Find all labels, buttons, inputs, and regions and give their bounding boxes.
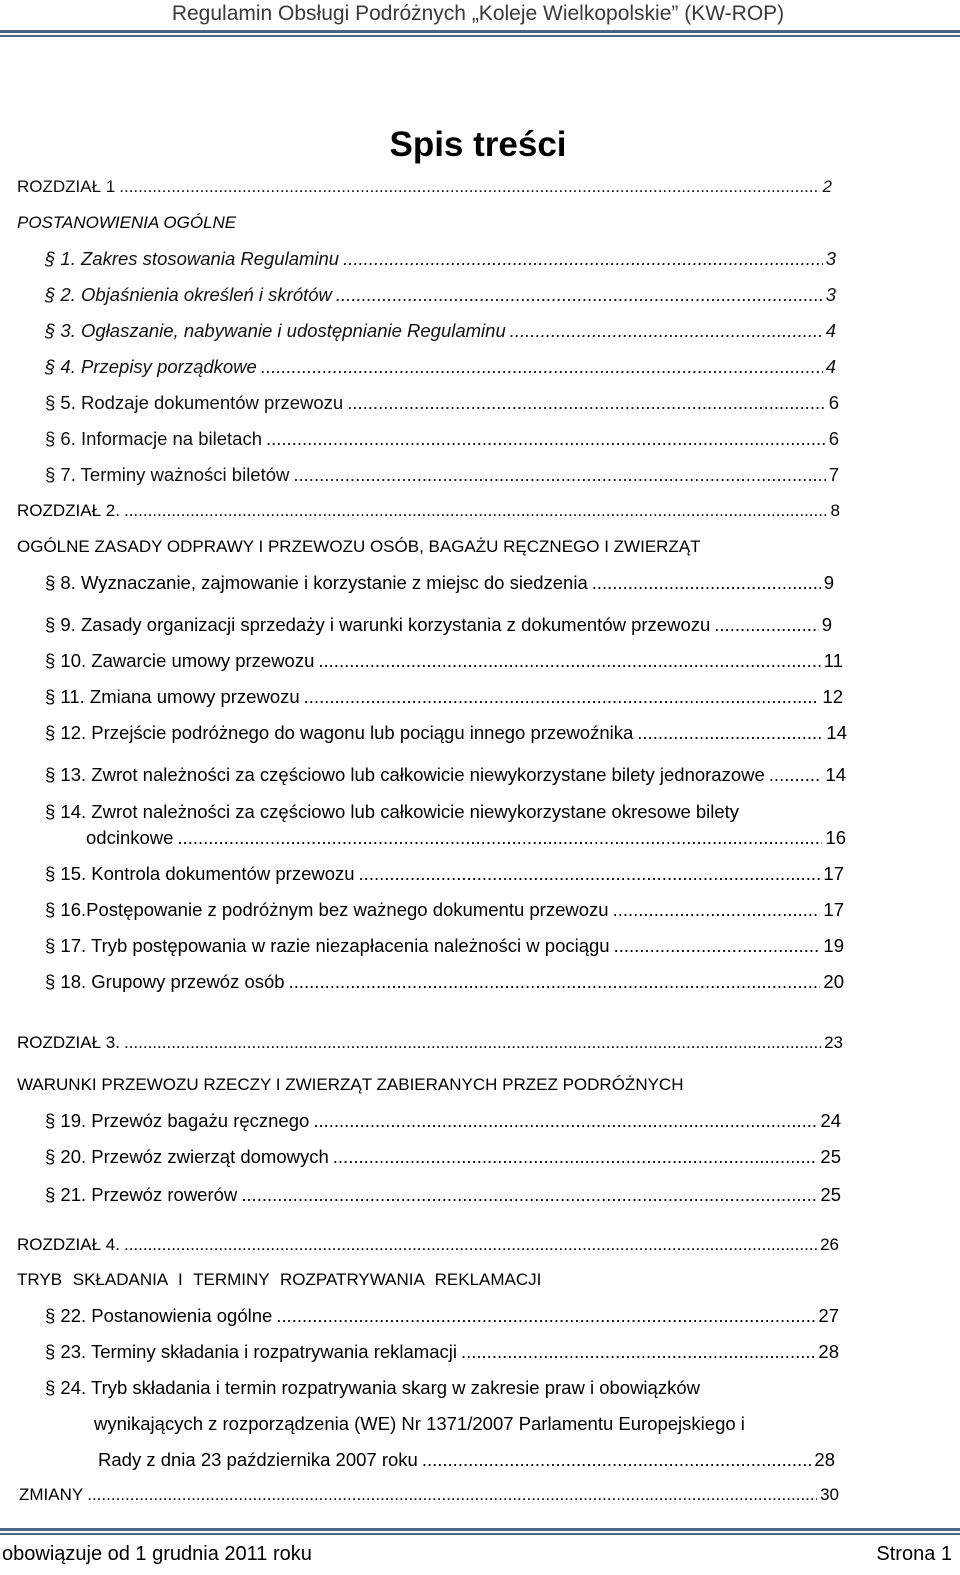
dot-leader — [261, 355, 823, 379]
dot-leader — [347, 391, 825, 415]
toc-page-number: 11 — [823, 650, 843, 671]
toc-section-label-continuation: odcinkowe — [86, 827, 174, 848]
toc-section-entry — [45, 283, 836, 307]
toc-page-number: 14 — [826, 722, 847, 743]
dot-leader — [422, 1448, 812, 1472]
toc-section-label: § 12. Przejście podróżnego do wagonu lub pociągu innego przewoźnika — [45, 722, 634, 743]
footer-validity-text: obowiązuje od 1 grudnia 2011 roku — [2, 1543, 312, 1565]
dot-leader — [289, 970, 821, 994]
toc-section-entry — [45, 463, 839, 487]
toc-section-label-continuation: wynikających z rozporządzenia (WE) Nr 1371/2007 Parlamentu Europejskiego i — [94, 1413, 745, 1434]
toc-page-number: 17 — [823, 899, 844, 920]
dot-leader — [613, 898, 821, 922]
dot-leader — [592, 571, 821, 595]
header-rule — [0, 30, 960, 37]
toc-section-label: § 24. Tryb składania i termin rozpatrywania skarg w zakresie praw i obowiązków — [45, 1377, 700, 1398]
toc-section-label: § 14. Zwrot należności za częściowo lub całkowicie niewykorzystane okresowe bilety — [45, 801, 740, 822]
dot-leader — [359, 862, 821, 886]
dot-leader — [461, 1340, 815, 1364]
dot-leader — [318, 649, 820, 673]
dot-leader — [276, 1304, 815, 1328]
toc-section-entry — [45, 427, 839, 451]
dot-leader — [336, 283, 823, 307]
toc-section-label: § 6. Informacje na biletach — [45, 428, 262, 449]
toc-section-entry — [45, 1109, 841, 1133]
dot-leader — [119, 175, 819, 199]
toc-chapter-entry — [17, 1031, 843, 1055]
toc-section-label: § 15. Kontrola dokumentów przewozu — [45, 863, 355, 884]
toc-section-label: § 8. Wyznaczanie, zajmowanie i korzystanie z miejsc do siedzenia — [45, 572, 588, 593]
toc-page-number: 8 — [830, 501, 840, 520]
toc-section-entry — [45, 1183, 841, 1207]
toc-page-number: 6 — [828, 392, 839, 413]
toc-page-number: 19 — [823, 935, 844, 956]
toc-page-number: 3 — [825, 284, 836, 305]
toc-page-number: 30 — [820, 1485, 839, 1504]
toc-section-label: § 21. Przewóz rowerów — [45, 1184, 238, 1205]
toc-changes-entry — [19, 1483, 839, 1507]
toc-page-number: 28 — [818, 1341, 839, 1362]
toc-page-number: 9 — [821, 614, 832, 635]
toc-section-label: § 10. Zawarcie umowy przewozu — [45, 650, 315, 671]
toc-chapter-label: ROZDZIAŁ 3. — [17, 1033, 120, 1052]
toc-section-entry — [45, 721, 847, 745]
toc-page-number: 4 — [825, 356, 836, 377]
toc-page-number: 25 — [820, 1146, 841, 1167]
toc-chapter-heading: OGÓLNE ZASADY ODPRAWY I PRZEWOZU OSÓB, BAGAŻU RĘCZNEGO I ZWIERZĄT — [17, 537, 701, 556]
toc-chapter-label: ROZDZIAŁ 4. — [17, 1235, 120, 1254]
dot-leader — [124, 1233, 817, 1257]
toc-page-number: 27 — [818, 1305, 839, 1326]
toc-chapter-heading: TRYB SKŁADANIA I TERMINY ROZPATRYWANIA REKLAMACJI — [17, 1270, 542, 1289]
toc-section-entry — [45, 970, 844, 994]
toc-section-label: § 22. Postanowienia ogólne — [45, 1305, 273, 1326]
toc-page-number: 12 — [822, 686, 843, 707]
toc-page-number: 2 — [822, 177, 832, 196]
toc-chapter-heading: POSTANOWIENIA OGÓLNE — [17, 213, 237, 232]
toc-section-label: § 17. Tryb postępowania w razie niezapłacenia należności w pociągu — [45, 935, 610, 956]
toc-section-entry — [45, 685, 843, 709]
toc-page-number: 9 — [823, 572, 834, 593]
toc-section-entry — [45, 319, 836, 343]
toc-page-number: 7 — [828, 464, 839, 485]
toc-page-number: 28 — [814, 1449, 835, 1470]
toc-section-entry — [45, 355, 836, 379]
toc-section-label: § 5. Rodzaje dokumentów przewozu — [45, 392, 344, 413]
toc-section-label: § 20. Przewóz zwierząt domowych — [45, 1146, 329, 1167]
dot-leader — [313, 1109, 817, 1133]
toc-page-number: 26 — [820, 1235, 839, 1254]
toc-section-entry-continuation — [98, 1448, 835, 1472]
toc-page-number: 23 — [824, 1033, 843, 1052]
dot-leader — [614, 934, 821, 958]
toc-section-label: § 7. Terminy ważności biletów — [45, 464, 290, 485]
dot-leader — [266, 427, 826, 451]
toc-section-entry — [45, 934, 844, 958]
dot-leader — [177, 826, 822, 850]
footer-page-number: Strona 1 — [876, 1543, 952, 1565]
toc-section-entry — [45, 862, 844, 886]
toc-title: Spis treści — [389, 125, 567, 164]
dot-leader — [637, 721, 823, 745]
toc-section-label: § 9. Zasady organizacji sprzedaży i warunki korzystania z dokumentów przewozu — [45, 614, 711, 635]
toc-section-label: § 1. Zakres stosowania Regulaminu — [45, 248, 340, 269]
toc-section-label: § 3. Ogłaszanie, nabywanie i udostępnianie Regulaminu — [45, 320, 506, 341]
toc-section-label-continuation: Rady z dnia 23 października 2007 roku — [98, 1449, 418, 1470]
footer-rule — [0, 1528, 960, 1535]
toc-section-entry — [45, 1145, 841, 1169]
toc-page-number: 20 — [823, 971, 844, 992]
toc-section-entry — [45, 763, 846, 787]
dot-leader — [87, 1483, 817, 1507]
dot-leader — [124, 1031, 821, 1055]
dot-leader — [293, 463, 825, 487]
toc-section-label: § 23. Terminy składania i rozpatrywania reklamacji — [45, 1341, 457, 1362]
toc-section-entry — [45, 391, 839, 415]
dot-leader — [769, 763, 823, 787]
toc-section-entry — [45, 649, 843, 673]
toc-chapter-entry — [17, 1233, 839, 1257]
dot-leader — [241, 1183, 817, 1207]
running-header-title: Regulamin Obsługi Podróżnych „Koleje Wielkopolskie” (KW-ROP) — [171, 2, 785, 25]
dot-leader — [714, 613, 818, 637]
toc-chapter-heading: WARUNKI PRZEWOZU RZECZY I ZWIERZĄT ZABIERANYCH PRZEZ PODRÓŻNYCH — [17, 1075, 684, 1094]
dot-leader — [304, 685, 820, 709]
dot-leader — [510, 319, 823, 343]
toc-section-label: § 2. Objaśnienia określeń i skrótów — [45, 284, 332, 305]
toc-section-label: § 19. Przewóz bagażu ręcznego — [45, 1110, 310, 1131]
toc-chapter-label: ROZDZIAŁ 1 — [17, 177, 116, 196]
toc-page-number: 16 — [825, 827, 846, 848]
dot-leader — [333, 1145, 818, 1169]
toc-section-label: § 11. Zmiana umowy przewozu — [45, 686, 300, 707]
toc-section-entry — [45, 571, 834, 595]
toc-page-number: 6 — [828, 428, 839, 449]
toc-chapter-entry — [17, 499, 840, 523]
toc-page-number: 25 — [820, 1184, 841, 1205]
toc-chapter-entry — [17, 175, 832, 199]
toc-section-label: § 4. Przepisy porządkowe — [45, 356, 257, 377]
toc-page-number: 4 — [825, 320, 836, 341]
dot-leader — [124, 499, 828, 523]
toc-chapter-label: ROZDZIAŁ 2. — [17, 501, 120, 520]
toc-section-entry — [45, 613, 832, 637]
toc-section-label: § 16.Postępowanie z podróżnym bez ważnego dokumentu przewozu — [45, 899, 609, 920]
toc-page-number: 14 — [825, 764, 846, 785]
toc-changes-label: ZMIANY — [19, 1485, 84, 1504]
toc-section-label: § 18. Grupowy przewóz osób — [45, 971, 285, 992]
toc-section-entry — [45, 247, 836, 271]
toc-section-entry — [45, 1304, 839, 1328]
toc-section-entry-continuation — [86, 826, 846, 850]
toc-page-number: 24 — [820, 1110, 841, 1131]
toc-page-number: 17 — [823, 863, 844, 884]
toc-section-entry — [45, 898, 844, 922]
toc-page-number: 3 — [825, 248, 836, 269]
toc-section-label: § 13. Zwrot należności za częściowo lub całkowicie niewykorzystane bilety jednorazowe — [45, 764, 765, 785]
dot-leader — [343, 247, 823, 271]
toc-section-entry — [45, 1340, 839, 1364]
